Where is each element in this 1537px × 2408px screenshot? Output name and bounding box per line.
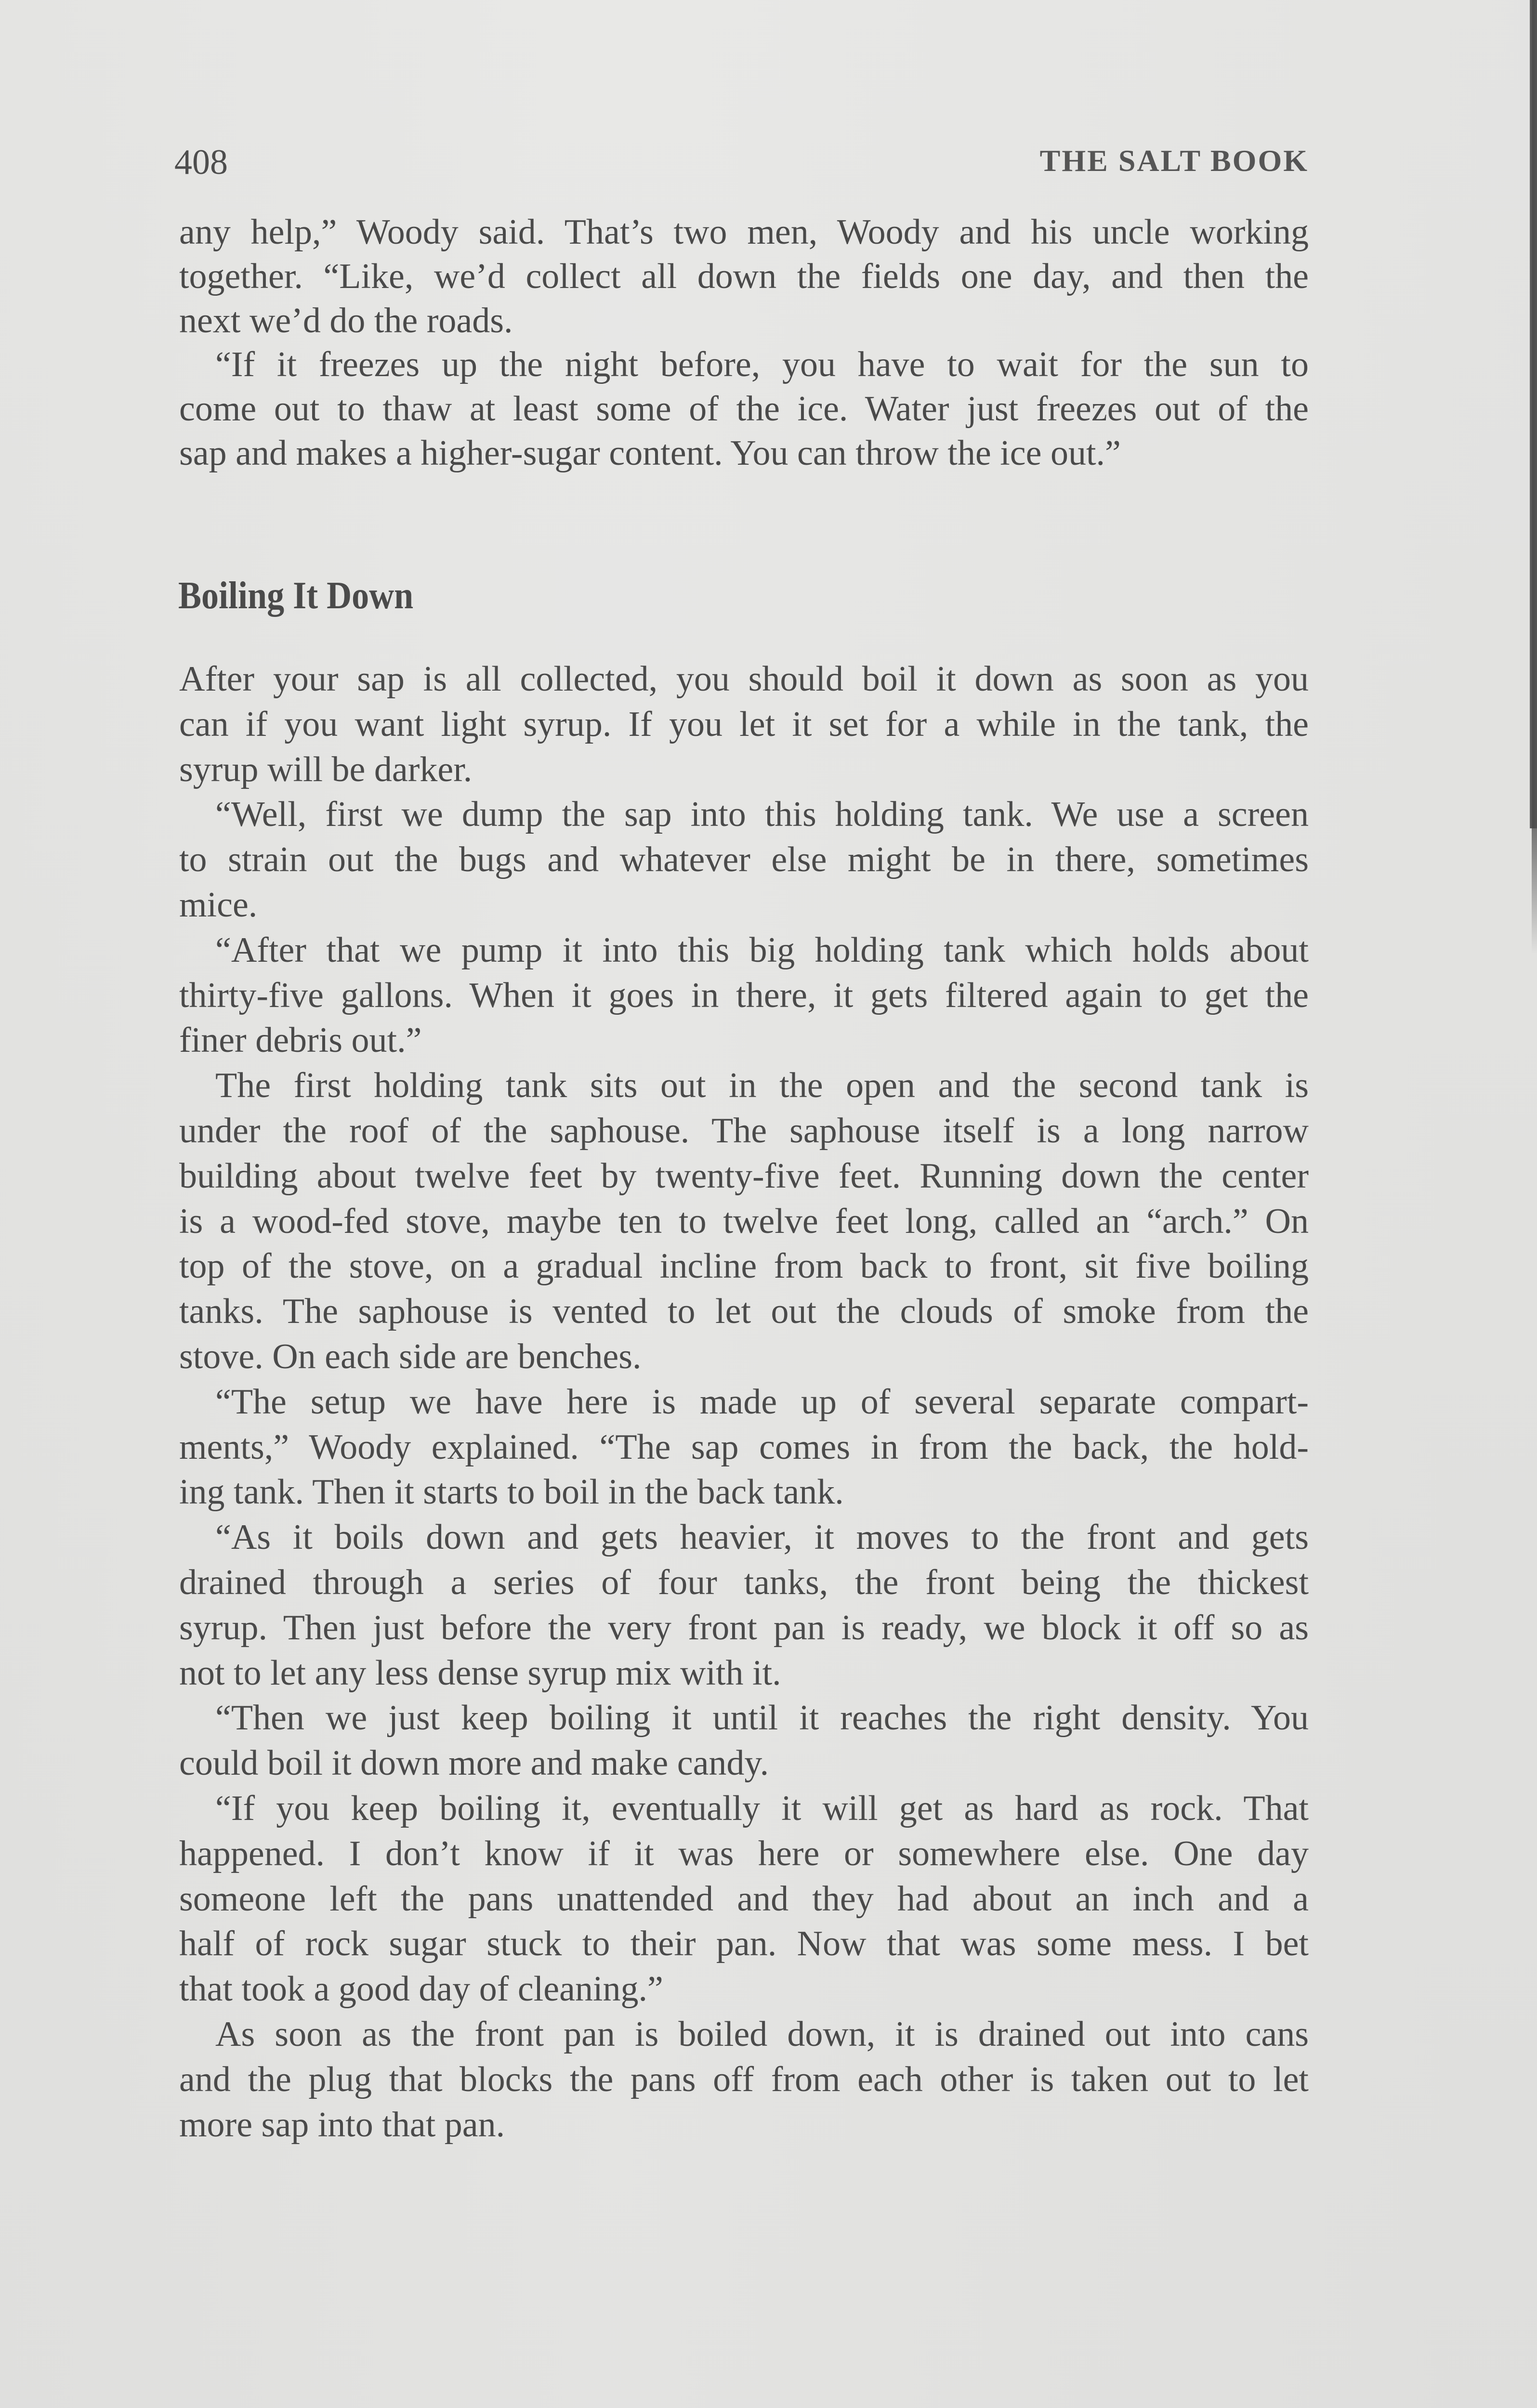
text-line: The first holding tank sits out in the open and the second tank is: [215, 1066, 1309, 1106]
text-line: together. “Like, we’d collect all down the fields one day, and then the: [179, 256, 1309, 296]
page-edge-fade: [1532, 828, 1537, 954]
text-line: “After that we pump it into this big holding tank which holds about: [215, 930, 1309, 970]
text-line: “Well, first we dump the sap into this holding tank. We use a screen: [215, 795, 1309, 835]
text-line: As soon as the front pan is boiled down, it is drained out into cans: [215, 2015, 1309, 2054]
text-line: someone left the pans unattended and they had about an inch and a: [179, 1879, 1309, 1919]
page-edge-shadow: [1530, 0, 1537, 828]
text-line: not to let any less dense syrup mix with it.: [179, 1653, 781, 1693]
text-line: can if you want light syrup. If you let it set for a while in the tank, the: [179, 704, 1309, 744]
text-line: drained through a series of four tanks, the front being the thickest: [179, 1563, 1309, 1602]
text-line: happened. I don’t know if it was here or somewhere else. One day: [179, 1833, 1309, 1873]
section-heading: Boiling It Down: [178, 575, 414, 617]
text-line: under the roof of the saphouse. The saphouse itself is a long narrow: [179, 1111, 1309, 1151]
text-line: half of rock sugar stuck to their pan. Now that was some mess. I bet: [179, 1924, 1309, 1964]
text-line: any help,” Woody said. That’s two men, Woody and his uncle working: [179, 212, 1309, 252]
text-line: stove. On each side are benches.: [179, 1337, 642, 1376]
text-line: sap and makes a higher-sugar content. You can throw the ice out.”: [179, 433, 1121, 473]
text-line: could boil it down more and make candy.: [179, 1743, 769, 1783]
text-line: thirty-five gallons. When it goes in there, it gets filtered again to get the: [179, 975, 1309, 1015]
text-line: “Then we just keep boiling it until it reaches the right density. You: [215, 1698, 1309, 1738]
text-line: finer debris out.”: [179, 1021, 422, 1060]
page-number: 408: [174, 143, 228, 182]
text-line: mice.: [179, 885, 258, 925]
text-line: ing tank. Then it starts to boil in the back tank.: [179, 1472, 844, 1512]
text-line: and the plug that blocks the pans off from each other is taken out to let: [179, 2059, 1309, 2099]
text-line: next we’d do the roads.: [179, 301, 513, 340]
text-line: “If you keep boiling it, eventually it will get as hard as rock. That: [215, 1789, 1309, 1828]
text-line: is a wood-fed stove, maybe ten to twelve feet long, called an “arch.” On: [179, 1201, 1309, 1241]
text-line: to strain out the bugs and whatever else might be in there, sometimes: [179, 840, 1309, 880]
text-line: tanks. The saphouse is vented to let out the clouds of smoke from the: [179, 1292, 1309, 1332]
text-line: “If it freezes up the night before, you have to wait for the sun to: [215, 345, 1309, 385]
text-line: building about twelve feet by twenty-five feet. Running down the center: [179, 1156, 1309, 1196]
text-line: syrup. Then just before the very front pan is ready, we block it off so as: [179, 1608, 1309, 1648]
text-line: ments,” Woody explained. “The sap comes in from the back, the hold-: [179, 1427, 1309, 1467]
text-line: “As it boils down and gets heavier, it moves to the front and gets: [215, 1518, 1309, 1557]
running-head: THE SALT BOOK: [1039, 144, 1309, 178]
text-line: “The setup we have here is made up of several separate compart-: [215, 1382, 1309, 1422]
text-line: more sap into that pan.: [179, 2105, 505, 2145]
text-line: that took a good day of cleaning.”: [179, 1969, 663, 2009]
text-line: syrup will be darker.: [179, 749, 473, 789]
text-line: top of the stove, on a gradual incline from back to front, sit five boiling: [179, 1246, 1309, 1286]
text-line: come out to thaw at least some of the ice. Water just freezes out of the: [179, 389, 1309, 429]
text-line: After your sap is all collected, you should boil it down as soon as you: [179, 659, 1309, 699]
